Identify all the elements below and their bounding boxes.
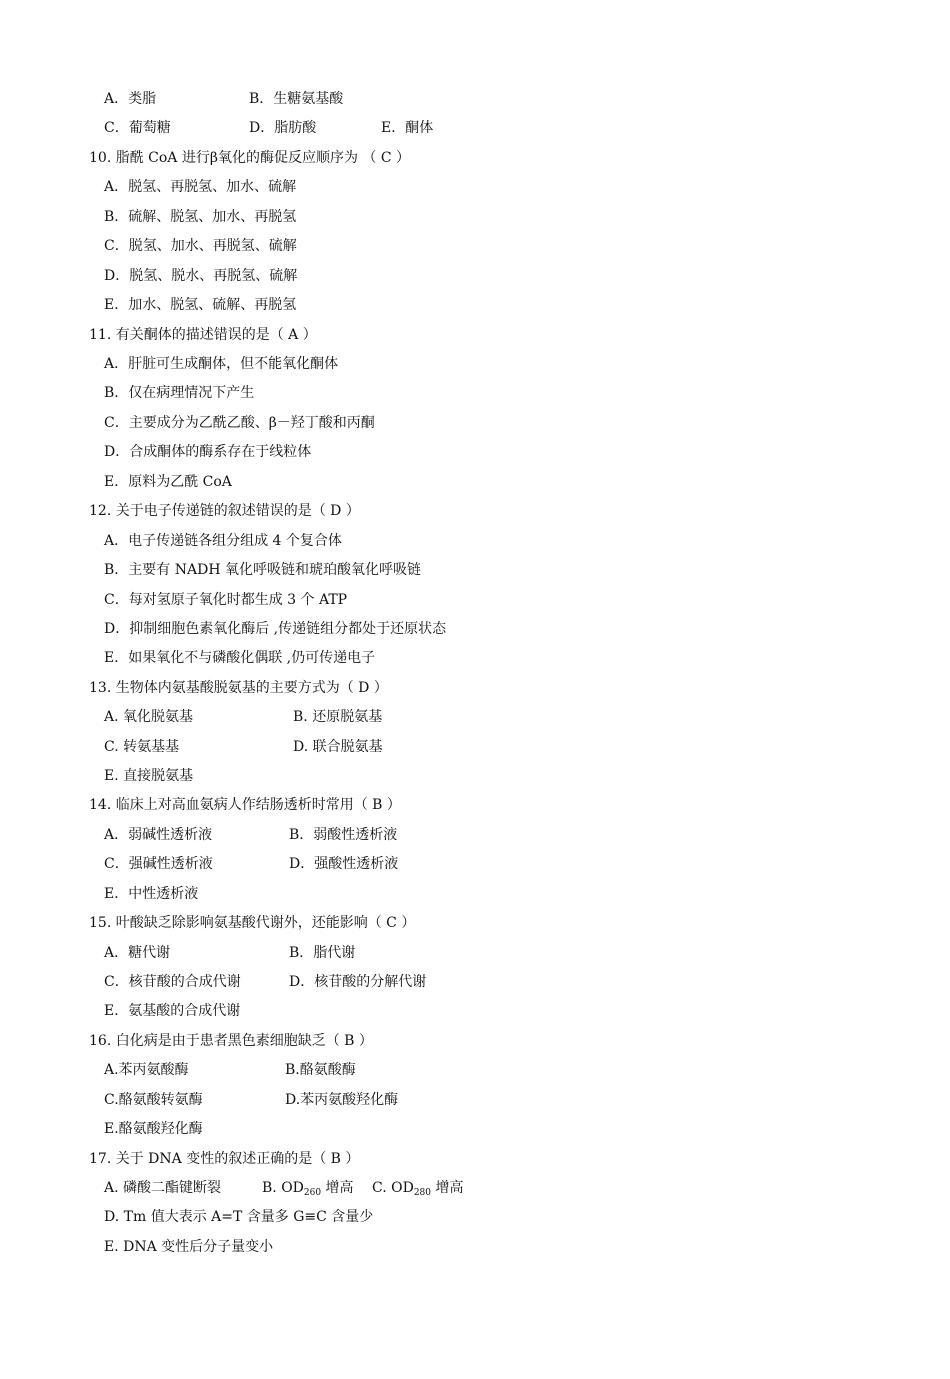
option-16c: C.酪氨酸转氨酶 [104, 1092, 203, 1108]
option-9c: C．葡萄糖 [104, 120, 171, 136]
option-10b: B．硫解、脱氢、加水、再脱氢 [104, 209, 297, 225]
option-15b: B．脂代谢 [289, 945, 356, 961]
option-13b: B. 还原脱氨基 [293, 709, 383, 725]
option-16a: A.苯丙氨酸酶 [104, 1062, 189, 1078]
option-9b: B．生糖氨基酸 [249, 91, 344, 107]
option-17b: B. $OD_{260}$ 增高 [262, 1180, 354, 1198]
option-12c: C．每对氢原子氧化时都生成 3 个 ATP [104, 592, 348, 608]
option-12b: B．主要有 NADH 氧化呼吸链和琥珀酸氧化呼吸链 [104, 562, 421, 578]
option-10d: D．脱氢、脱水、再脱氢、硫解 [104, 268, 298, 284]
option-15c: C．核苷酸的合成代谢 [104, 974, 241, 990]
question-17-stem: 17. 关于 DNA 变性的叙述正确的是（ B ） [89, 1151, 360, 1167]
question-13-stem: 13. 生物体内氨基酸脱氨基的主要方式为（ D ） [89, 680, 388, 696]
option-11b: B．仅在病理情况下产生 [104, 385, 255, 401]
option-15e: E．氨基酸的合成代谢 [104, 1003, 241, 1019]
option-14e: E．中性透析液 [104, 886, 199, 902]
option-16d: D.苯丙氨酸羟化酶 [285, 1092, 399, 1108]
option-14c: C．强碱性透析液 [104, 856, 213, 872]
option-13d: D. 联合脱氨基 [293, 739, 383, 755]
option-12e: E．如果氧化不与磷酸化偶联 ,仍可传递电子 [104, 650, 376, 666]
option-17e: E. DNA 变性后分子量变小 [104, 1239, 274, 1255]
question-14-stem: 14. 临床上对高血氨病人作结肠透析时常用（ B ） [89, 797, 401, 813]
option-13e: E. 直接脱氨基 [104, 768, 194, 784]
option-14d: D．强酸性透析液 [289, 856, 399, 872]
option-9d: D．脂肪酸 [249, 120, 317, 136]
question-10-stem: 10. 脂酰 CoA 进行β氧化的酶促反应顺序为 （ C ） [89, 150, 411, 166]
option-11e: E．原料为乙酰 CoA [104, 474, 232, 490]
question-16-stem: 16. 白化病是由于患者黑色素细胞缺乏（ B ） [89, 1033, 373, 1049]
option-12a: A．电子传递链各组分组成 4 个复合体 [104, 533, 342, 549]
option-13a: A. 氧化脱氨基 [104, 709, 194, 725]
question-12-stem: 12. 关于电子传递链的叙述错误的是（ D ） [89, 503, 360, 519]
od-subscript-280: 280 [413, 1188, 432, 1198]
option-14b: B．弱酸性透析液 [289, 827, 398, 843]
option-10a: A．脱氢、再脱氢、加水、硫解 [104, 179, 297, 195]
option-14a: A．弱碱性透析液 [104, 827, 213, 843]
option-17a: A. 磷酸二酯键断裂 [104, 1180, 222, 1196]
question-11-stem: 11. 有关酮体的描述错误的是（ A ） [89, 327, 317, 343]
option-9a: A．类脂 [104, 91, 157, 107]
option-13c: C. 转氨基基 [104, 739, 180, 755]
option-16b: B.酪氨酸酶 [285, 1062, 356, 1078]
option-9e: E．酮体 [381, 120, 434, 136]
option-15a: A．糖代谢 [104, 945, 171, 961]
option-15d: D．核苷酸的分解代谢 [289, 974, 427, 990]
question-15-stem: 15. 叶酸缺乏除影响氨基酸代谢外，还能影响（ C ） [89, 915, 416, 931]
option-11a: A．肝脏可生成酮体，但不能氧化酮体 [104, 356, 339, 372]
option-12d: D．抑制细胞色素氧化酶后 ,传递链组分都处于还原状态 [104, 621, 447, 637]
option-10e: E．加水、脱氢、硫解、再脱氢 [104, 297, 297, 313]
option-10c: C．脱氢、加水、再脱氢、硫解 [104, 238, 297, 254]
od-subscript-260: 260 [303, 1188, 322, 1198]
option-11d: D．合成酮体的酶系存在于线粒体 [104, 444, 312, 460]
option-11c: C．主要成分为乙酰乙酸、β－羟丁酸和丙酮 [104, 415, 375, 431]
option-17d: D. Tm 值大表示 A=T 含量多 G≡C 含量少 [104, 1209, 374, 1225]
option-16e: E.酪氨酸羟化酶 [104, 1121, 203, 1137]
option-17c: C. $OD_{280}$ 增高 [372, 1180, 464, 1198]
